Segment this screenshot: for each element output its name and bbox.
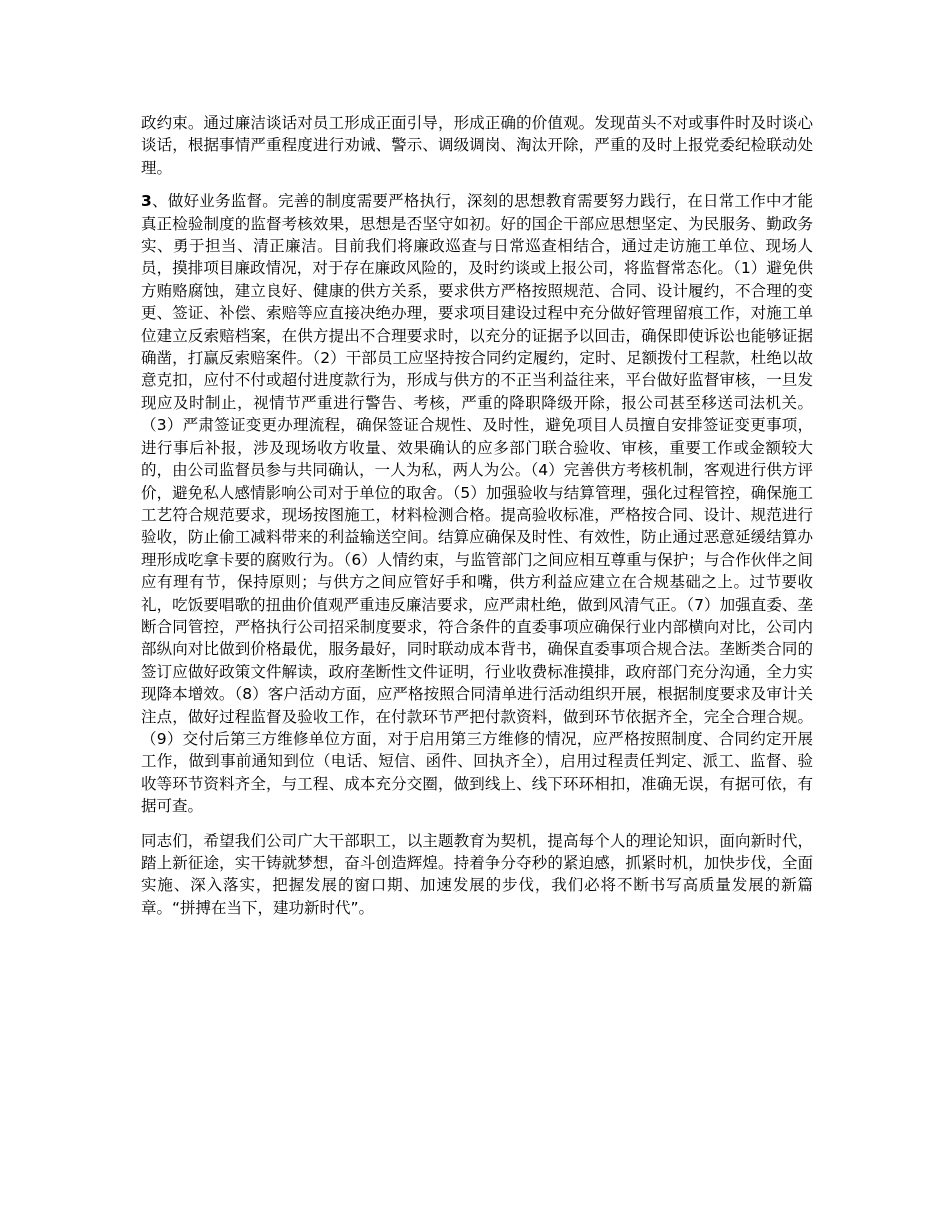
paragraph-3 xyxy=(141,830,813,920)
paragraph-1-text: 政约束。通过廉洁谈话对员工形成正面引导，形成正确的价值观。发现苗头不对或事件时及时谈心谈话，根据事情严重程度进行劝诫、警示、调级调岗、淘汰开除，严重的及时上报党委纪检联动处理。 xyxy=(141,114,813,177)
paragraph-2-text: 、做好业务监督。完善的制度需要严格执行，深刻的思想教育需要努力践行，在日常工作中才能真正检验制度的监督考核效果，思想是否坚守如初。好的国企干部应思想坚定、为民服务、勤政务实、勇于担当、清正廉洁。目前我们将廉政巡查与日常巡查相结合，通过走访施工单位、现场人员，摸排项目廉政情况，对于存在廉政风险的，及时约谈或上报公司，将监督常态化。（1）避免供方贿赂腐蚀，建立良好、健康的供方关系，要求供方严格按照规范、合同、设计履约，不合理的变更、签证、补偿、索赔等应直接决绝办理，要求项目建设过程中充分做好管理留痕工作，对施工单位建立反索赔档案，在供方提出不合理要求时，以充分的证据予以回击，确保即使诉讼也能够证据确凿，打赢反索赔案件。（2）干部员工应坚持按合同约定履约，定时、足额拨付工程款，杜绝以故意克扣，应付不付或超付进度款行为，形成与供方的不正当利益往来，平台做好监督审核，一旦发现应及时制止，视情节严重进行警告、考核，严重的降职降级开除，报公司甚至移送司法机关。（3）严肃签证变更办理流程，确保签证合规性、及时性，避免项目人员擅自安排签证变更事项，进行事后补报，涉及现场收方收量、效果确认的应多部门联合验收、审核，重要工作或金额较大的，由公司监督员参与共同确认，一人为私，两人为公。（4）完善供方考核机制，客观进行供方评价，避免私人感情影响公司对于单位的取舍。（5）加强验收与结算管理，强化过程管控，确保施工工艺符合规范要求，现场按图施工，材料检测合格。提高验收标准，严格按合同、设计、规范进行验收，防止偷工减料带来的利益输送空间。结算应确保及时性、有效性，防止通过恶意延缓结算办理形成吃拿卡要的腐败行为。（6）人情约束，与监管部门之间应相互尊重与保护；与合作伙伴之间应有理有节，保持原则；与供方之间应管好手和嘴，供方利益应建立在合规基础之上。过节要收礼，吃饭要唱歌的扭曲价值观严重违反廉洁要求，应严肃杜绝，做到风清气正。（7）加强直委、垄断合同管控，严格执行公司招采制度要求，符合条件的直委事项应确保行业内部横向对比，公司内部纵向对比做到价格最优，服务最好，同时联动成本背书，确保直委事项合规合法。垄断类合同的签订应做好政策文件解读，政府垄断性文件证明，行业收费标准摸排，政府部门充分沟通，全力实现降本增效。（8）客户活动方面，应严格按照合同清单进行活动组织开展，根据制度要求及审计关注点，做好过程监督及验收工作，在付款环节严把付款资料，做到环节依据齐全，完全合理合规。（9）交付后第三方维修单位方面，对于启用第三方维修的情况，应严格按照制度、合同约定开展工作，做到事前通知到位（电话、短信、函件、回执齐全），启用过程责任判定、派工、监督、验收等环节资料齐全，与工程、成本充分交圈，做到线上、线下环环相扣，准确无误，有据可依，有据可查。 xyxy=(141,192,813,816)
paragraph-1 xyxy=(141,112,813,179)
document-page xyxy=(141,112,813,931)
paragraph-2 xyxy=(141,190,813,817)
paragraph-3-text: 同志们，希望我们公司广大干部职工，以主题教育为契机，提高每个人的理论知识，面向新时代，踏上新征途，实干铸就梦想，奋斗创造辉煌。持着争分夺秒的紧迫感，抓紧时机，加快步伐，全面实施、深入落实，把握发展的窗口期、加速发展的步伐，我们必将不断书写高质量发展的新篇章。“拼搏在当下，建功新时代”。 xyxy=(141,831,813,917)
paragraph-2-number: 3 xyxy=(141,192,152,211)
